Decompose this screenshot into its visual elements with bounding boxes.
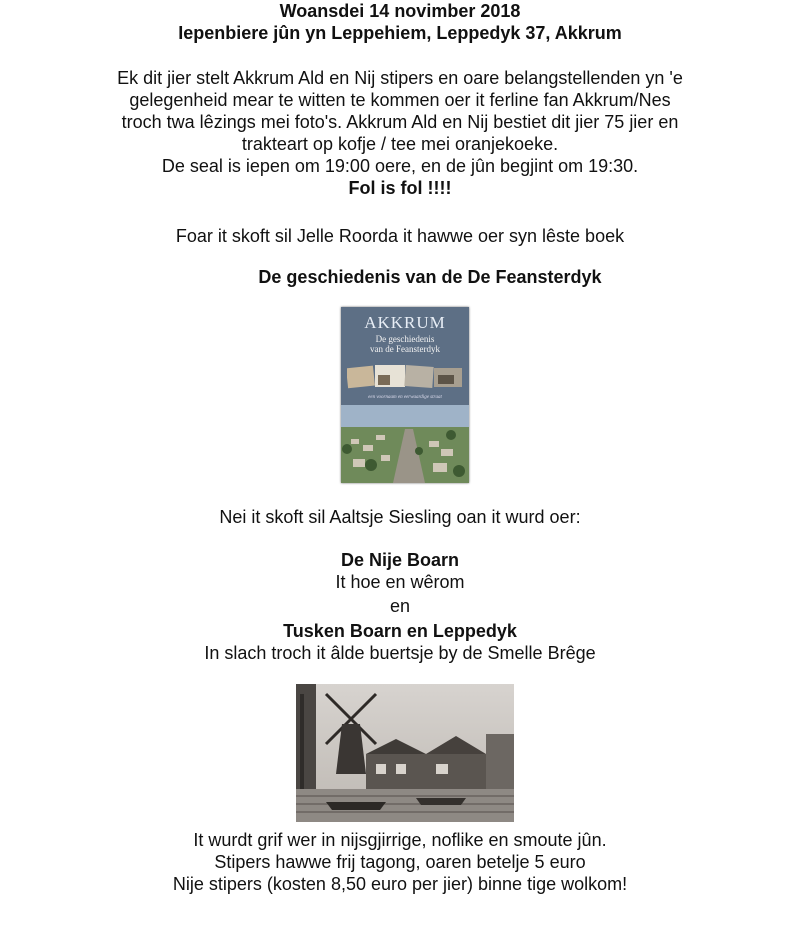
topic2-title: Tusken Boarn en Leppedyk xyxy=(283,621,517,641)
old-photos-strip xyxy=(347,363,463,389)
closing-line-2: Stipers hawwe frij tagong, oaren betelje 5 euro xyxy=(214,852,586,872)
topic1-subtitle: It hoe en wêrom xyxy=(335,572,465,592)
first-talk-intro: Foar it skoft sil Jelle Roorda it hawwe oer syn lêste boek xyxy=(175,226,625,246)
topic1-title: De Nije Boarn xyxy=(340,550,460,570)
full-notice: Fol is fol !!!! xyxy=(348,178,452,198)
topic2-subtitle: In slach troch it âlde buertsje by de Smelle Brêge xyxy=(204,643,596,663)
historic-windmill-photo xyxy=(296,684,514,822)
intro-line-5: De seal is iepen om 19:00 oere, en de jûn begjint om 19:30. xyxy=(161,156,639,176)
book-cover-tagline: een voornaam en eerwaardige straat xyxy=(368,395,442,400)
intro-line-1: Ek dit jier stelt Akkrum Ald en Nij stipers en oare belangstellenden yn 'e xyxy=(117,68,683,88)
book-cover-subtitle: De geschiedenis van de Feansterdyk xyxy=(370,334,440,354)
aerial-photo xyxy=(341,405,469,483)
book-cover-image xyxy=(341,307,469,483)
intro-line-4: trakteart op kofje / tee mei oranjekoeke. xyxy=(241,134,559,154)
book-title: De geschiedenis van de De Feansterdyk xyxy=(258,267,602,287)
intro-line-3: troch twa lêzings mei foto's. Akkrum Ald en Nij bestiet dit jier 75 jier en xyxy=(121,112,679,132)
book-cover-title: AKKRUM xyxy=(364,313,446,332)
closing-line-3: Nije stipers (kosten 8,50 euro per jier) binne tige wolkom! xyxy=(172,874,628,894)
event-venue: Iepenbiere jûn yn Leppehiem, Leppedyk 37, Akkrum xyxy=(178,23,622,43)
conjunction: en xyxy=(389,596,411,616)
event-date: Woansdei 14 novimber 2018 xyxy=(279,1,521,21)
second-talk-intro: Nei it skoft sil Aaltsje Siesling oan it wurd oer: xyxy=(219,507,581,527)
closing-line-1: It wurdt grif wer in nijsgjirrige, noflike en smoute jûn. xyxy=(193,830,607,850)
intro-line-2: gelegenheid mear te witten te kommen oer it ferline fan Akkrum/Nes xyxy=(129,90,671,110)
